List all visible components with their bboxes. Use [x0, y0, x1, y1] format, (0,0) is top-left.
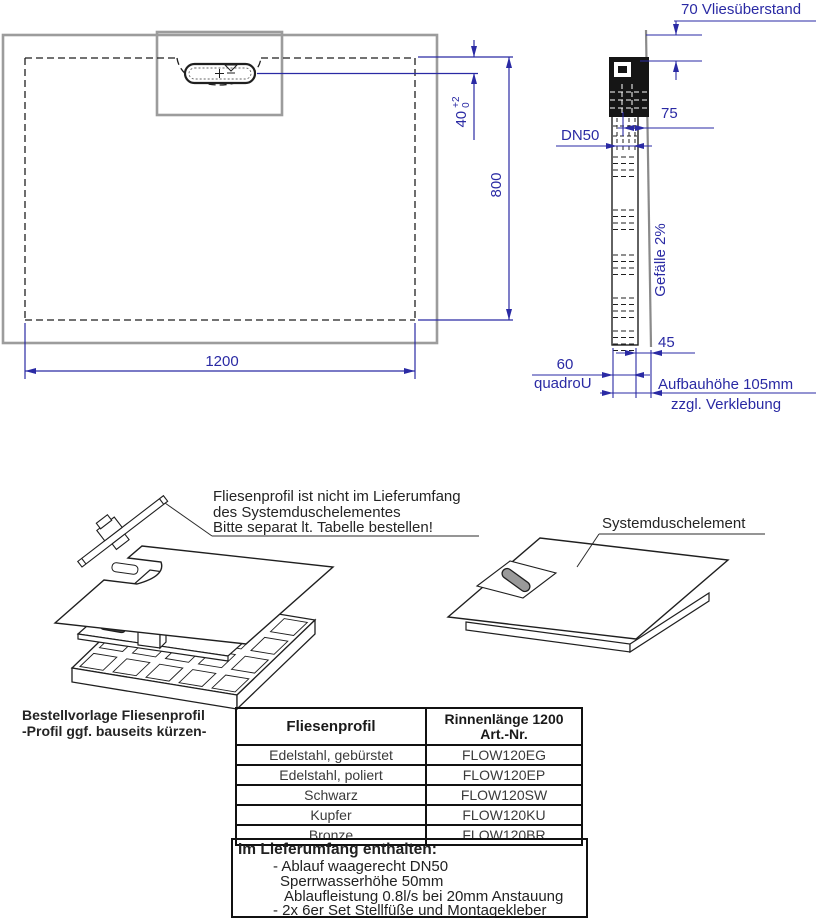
dim-45-label: 45: [658, 334, 675, 351]
fleece-overhang-label: 70 Vliesüberstand: [681, 1, 802, 18]
build-height-note: zzgl. Verklebung: [671, 396, 782, 413]
profile-note-line3: Bitte separat lt. Tabelle bestellen!: [213, 519, 433, 536]
col1-header: Fliesenprofil: [236, 708, 426, 745]
artnr-cell: FLOW120EP: [426, 765, 582, 785]
build-height-label: Aufbauhöhe 105mm: [658, 376, 794, 393]
table-row: [236, 805, 582, 825]
finish-cell: Bronze: [236, 825, 426, 845]
system-element-label: Systemduschelement: [602, 515, 746, 532]
profile-note-line1: Fliesenprofil ist nicht im Lieferumfang: [213, 488, 461, 505]
scope-of-delivery-box: [231, 838, 588, 918]
dim-drain-offset-label: [445, 84, 479, 140]
dim-40-value: 40: [453, 110, 471, 128]
artnr-cell: FLOW120EG: [426, 745, 582, 765]
scope-item: - 2x 6er Set Stellfüße und Montagekleber: [273, 902, 547, 919]
dim-60-label: 60: [556, 356, 574, 373]
finish-cell: Edelstahl, poliert: [236, 765, 426, 785]
profile-name-label: quadroU: [534, 375, 592, 392]
side-view: [609, 30, 651, 351]
scope-item: Ablaufleistung 0.8l/s bei 20mm Anstauung: [284, 888, 564, 905]
artnr-cell: FLOW120SW: [426, 785, 582, 805]
plan-view: [3, 32, 437, 343]
col2-header-line2: Art.-Nr.: [480, 725, 528, 742]
fleece-dashed-rect: [25, 58, 415, 320]
artnr-cell: FLOW120KU: [426, 805, 582, 825]
slope-label: [651, 205, 671, 315]
table-row: [236, 745, 582, 765]
col2-header: [426, 708, 582, 745]
plan-dimension-arrows: [25, 46, 512, 374]
dim-75-label: 75: [661, 105, 678, 122]
artnr-cell: FLOW120BR: [426, 825, 582, 845]
assembled-view: [448, 534, 765, 652]
tolerance-plus: +2: [451, 96, 462, 108]
table-row: [236, 785, 582, 805]
dim-width-label: 1200: [205, 353, 239, 370]
order-caption-line1: Bestellvorlage Fliesenprofil: [22, 707, 205, 723]
finish-cell: Edelstahl, gebürstet: [236, 745, 426, 765]
scope-item: Sperrwasserhöhe 50mm: [280, 873, 444, 890]
dim-height-label: [487, 155, 507, 215]
finish-cell: Schwarz: [236, 785, 426, 805]
slope-value: Gefälle 2%: [652, 223, 670, 297]
order-caption-line2: -Profil ggf. bauseits kürzen-: [22, 723, 207, 739]
table-header-row: [236, 708, 582, 745]
tolerance-minus: 0: [461, 102, 472, 108]
notch-channel-piece: [111, 562, 138, 575]
col2-header-line1: Rinnenlänge 1200: [444, 710, 564, 727]
finish-cell: Kupfer: [236, 805, 426, 825]
plan-dimensions: [25, 40, 513, 379]
scope-title: Im Lieferumfang enthalten:: [238, 841, 437, 858]
drain-dn50-label: DN50: [561, 127, 600, 144]
dim-height-value: 800: [488, 172, 506, 198]
table-row: [236, 765, 582, 785]
profile-note-line2: des Systemduschelementes: [213, 504, 401, 521]
order-table: [235, 707, 583, 846]
scope-item: - Ablauf waagerecht DN50: [273, 858, 449, 875]
